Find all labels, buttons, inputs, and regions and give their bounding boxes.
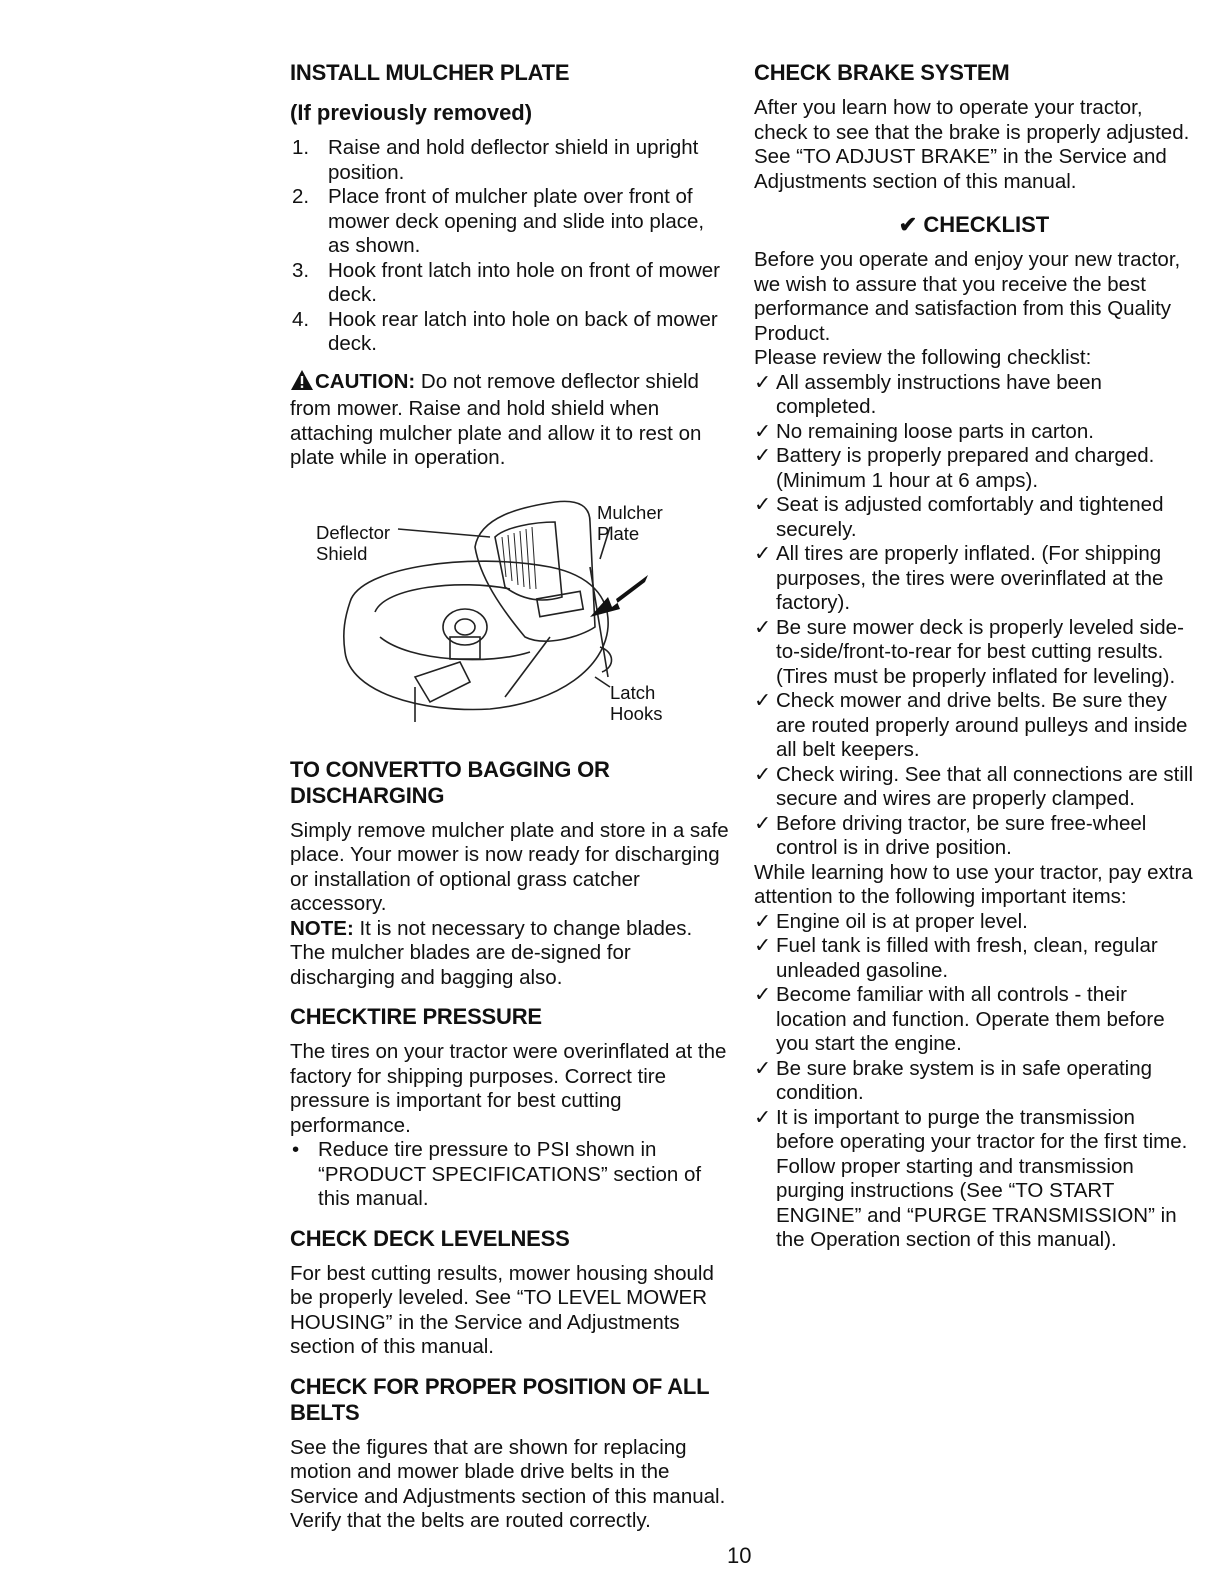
convert-text: Simply remove mulcher plate and store in a safe place. Your mower is now ready for discharging or installation of optional grass catcher accessory.: [290, 818, 729, 915]
left-column: [290, 60, 730, 1534]
arrow-icon: [590, 575, 648, 617]
check-icon: ✓: [754, 419, 772, 443]
list-item: 2. Place front of mulcher plate over front of mower deck opening and slide into place, as shown.: [292, 185, 705, 257]
brake-text: After you learn how to operate your tractor, check to see that the brake is properly adjusted. See “TO ADJUST BRAKE” in the Service and Adjustments section of this manual.: [754, 96, 1190, 193]
note: [290, 917, 730, 991]
checklist-review: Please review the following checklist:: [754, 346, 1092, 369]
deck-heading: CHECK DECK LEVELNESS: [290, 1225, 570, 1251]
list-item: 1. Raise and hold deflector shield in upright position.: [292, 136, 699, 184]
checklist-heading: ✔ CHECKLIST: [898, 212, 1050, 237]
warning-icon: [290, 369, 314, 398]
note-text: It is not necessary to change blades. The mulcher blades are de-signed for discharging and bagging also.: [290, 916, 693, 989]
list-item: ✓ Be sure brake system is in safe operating condition.: [754, 1056, 1153, 1104]
list-item: ✓ No remaining loose parts in carton.: [754, 419, 1094, 443]
list-item: ✓ Battery is properly prepared and charged. (Minimum 1 hour at 6 amps).: [754, 444, 1155, 492]
list-item: ✓ Check wiring. See that all connections are still secure and wires are properly clamped.: [754, 762, 1194, 810]
mulcher-plate-figure: [290, 477, 730, 747]
list-item: ✓ Engine oil is at proper level.: [754, 909, 1028, 933]
tire-bullets: [290, 1138, 730, 1212]
list-item: ✓ Seat is adjusted comfortably and tightened securely.: [754, 493, 1164, 541]
list-item: ✓ Before driving tractor, be sure free-wheel control is in drive position.: [754, 811, 1147, 859]
list-item: ✓ Check mower and drive belts. Be sure they are routed properly around pulleys and inside all belt keepers.: [754, 689, 1188, 761]
check-icon: ✓: [754, 444, 772, 467]
check-icon: ✓: [754, 493, 772, 516]
check-icon: ✓: [754, 762, 772, 786]
belts-text: See the figures that are shown for replacing motion and mower blade drive belts in the Service and Adjustments section of this manual. Verify that the belts are routed correctly.: [290, 1435, 726, 1532]
learning-items: [754, 910, 1194, 1253]
belts-heading: CHECK FOR PROPER POSITION OF ALL BELTS: [290, 1373, 709, 1425]
list-item: ✓ Be sure mower deck is properly leveled side-to-side/front-to-rear for best cutting results. (Tires must be properly inflated for leveling).: [754, 615, 1184, 688]
mower-deck-illustration: [290, 477, 730, 747]
list-item: ✓ All tires are properly inflated. (For shipping purposes, the tires were overinflated at the factory).: [754, 542, 1164, 614]
install-subheading: (If previously removed): [290, 100, 533, 125]
list-item: • Reduce tire pressure to PSI shown in “PRODUCT SPECIFICATIONS” section of this manual.: [292, 1138, 702, 1210]
learning-intro: While learning how to use your tractor, pay extra attention to the following important items:: [754, 860, 1193, 908]
page-number: 10: [727, 1543, 752, 1568]
check-icon: ✓: [754, 542, 772, 565]
check-icon: ✓: [754, 1105, 772, 1129]
check-icon: ✓: [754, 370, 772, 394]
note-label: NOTE:: [290, 916, 354, 940]
list-item: 4. Hook rear latch into hole on back of mower deck.: [292, 307, 718, 355]
figure-label-deflector: Deflector Shield: [316, 521, 391, 564]
brake-heading: CHECK BRAKE SYSTEM: [754, 60, 1010, 85]
install-heading: INSTALL MULCHER PLATE: [290, 60, 570, 85]
deck-text: For best cutting results, mower housing should be properly leveled. See “TO LEVEL MOWER HOUSING” in the Service and Adjustments section of this manual.: [290, 1261, 714, 1358]
check-icon: ✓: [754, 934, 772, 957]
caution-label: CAUTION:: [315, 369, 416, 393]
list-item: ✓ It is important to purge the transmission before operating your tractor for the first time. Follow proper starting and transmission purging instructions (See “TO START ENGINE” and “PURGE TRANSMISSION” in the Operation section of this manual).: [754, 1105, 1188, 1251]
list-item: ✓ Fuel tank is filled with fresh, clean, regular unleaded gasoline.: [754, 934, 1158, 982]
caution-text: Do not remove deflector shield from mower. Raise and hold shield when attaching mulcher plate and allow it to rest on plate while in operation.: [290, 369, 702, 469]
install-steps: [290, 136, 730, 357]
check-icon: ✓: [754, 983, 772, 1006]
right-column: [754, 60, 1194, 1253]
list-item: 3. Hook front latch into hole on front of mower deck.: [292, 258, 720, 306]
check-icon: ✓: [754, 615, 772, 639]
caution-note: [290, 369, 730, 471]
figure-label-mulcher-plate: Mulcher Plate: [597, 501, 663, 544]
convert-heading: TO CONVERTTO BAGGING OR DISCHARGING: [290, 756, 610, 808]
figure-label-latch-hooks: Latch Hooks: [610, 681, 663, 724]
check-icon: ✓: [754, 909, 772, 933]
tire-text: The tires on your tractor were overinflated at the factory for shipping purposes. Correct tire pressure is important for best cutting performance.: [290, 1040, 727, 1137]
check-icon: ✓: [754, 811, 772, 835]
list-item: ✓ All assembly instructions have been completed.: [754, 370, 1102, 418]
checklist-intro: Before you operate and enjoy your new tractor, we wish to assure that you receive the best performance and satisfaction from this Quality Product.: [754, 248, 1181, 345]
tire-heading: CHECKTIRE PRESSURE: [290, 1004, 542, 1029]
check-icon: ✓: [754, 689, 772, 712]
list-item: ✓ Become familiar with all controls - their location and function. Operate them before you start the engine.: [754, 983, 1165, 1055]
checklist-items: [754, 371, 1194, 861]
check-icon: ✓: [754, 1056, 772, 1080]
